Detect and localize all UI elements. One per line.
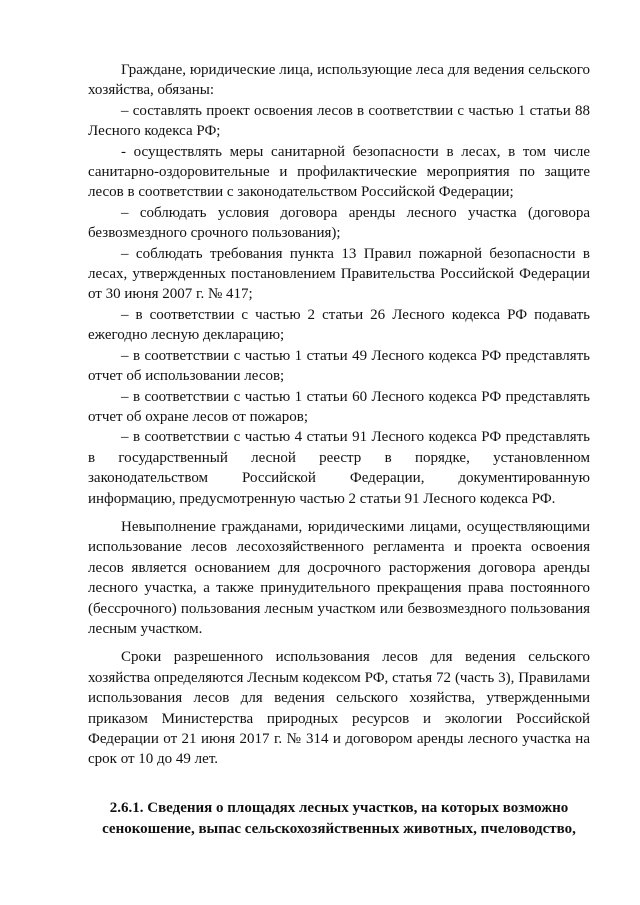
- duty-item-fire-safety: – соблюдать требования пункта 13 Правил пожарной безопасности в лесах, утвержденных постановлением Правительства Российской Федерации от 30 июня 2007 г. № 417;: [88, 245, 590, 303]
- document-page: [88, 60, 590, 840]
- duty-item-lease-terms: – соблюдать условия договора аренды лесного участка (договора безвозмездного срочного пользования);: [88, 204, 590, 242]
- paragraph-spacer: [88, 639, 590, 647]
- intro-paragraph: Граждане, юридические лица, использующие леса для ведения сельского хозяйства, обязаны:: [88, 62, 590, 99]
- duty-item-usage-report: – в соответствии с частью 1 статьи 49 Лесного кодекса РФ представлять отчет об использовании лесов;: [88, 347, 590, 385]
- duty-item-registry: – в соответствии с частью 4 статьи 91 Лесного кодекса РФ представлять в государственный лесной реестр в порядке, установленном законодательством Российской Федерации, документированную информацию, предусмотренную частью 2 статьи 91 Лесного кодекса РФ.: [88, 429, 590, 507]
- duty-item-fire-report: – в соответствии с частью 1 статьи 60 Лесного кодекса РФ представлять отчет об охране лесов от пожаров;: [88, 388, 590, 425]
- terms-paragraph: Сроки разрешенного использования лесов для ведения сельского хозяйства определяются Лесным кодексом РФ, статья 72 (часть 3), Правилами использования лесов для ведения сельского хозяйства, утвержденными приказом Министерства природных ресурсов и экологии Российской Федерации от 21 июня 2017 г. № 314 и договором аренды лесного участка на срок от 10 до 49 лет.: [88, 649, 590, 768]
- duty-item-sanitary: - осуществлять меры санитарной безопасности в лесах, в том числе санитарно-оздоровительные и профилактические мероприятия по защите лесов в соответствии с законодательством Российской Федерации;: [88, 143, 590, 201]
- paragraph-spacer: [88, 509, 590, 517]
- duty-item-project: – составлять проект освоения лесов в соответствии с частью 1 статьи 88 Лесного кодекса РФ;: [88, 102, 590, 140]
- duty-item-declaration: – в соответствии с частью 2 статьи 26 Лесного кодекса РФ подавать ежегодно лесную декларацию;: [88, 306, 590, 344]
- section-heading: 2.6.1. Сведения о площадях лесных участков, на которых возможно сенокошение, выпас сельскохозяйственных животных, пчеловодство,: [102, 799, 576, 837]
- violation-paragraph: Невыполнение гражданами, юридическими лицами, осуществляющими использование лесов лесохозяйственного регламента и проекта освоения лесов является основанием для досрочного расторжения договора аренды лесного участка, а также принудительного прекращения права постоянного (бессрочного) пользования лесным участком или безвозмездного пользования лесным участком.: [88, 518, 590, 637]
